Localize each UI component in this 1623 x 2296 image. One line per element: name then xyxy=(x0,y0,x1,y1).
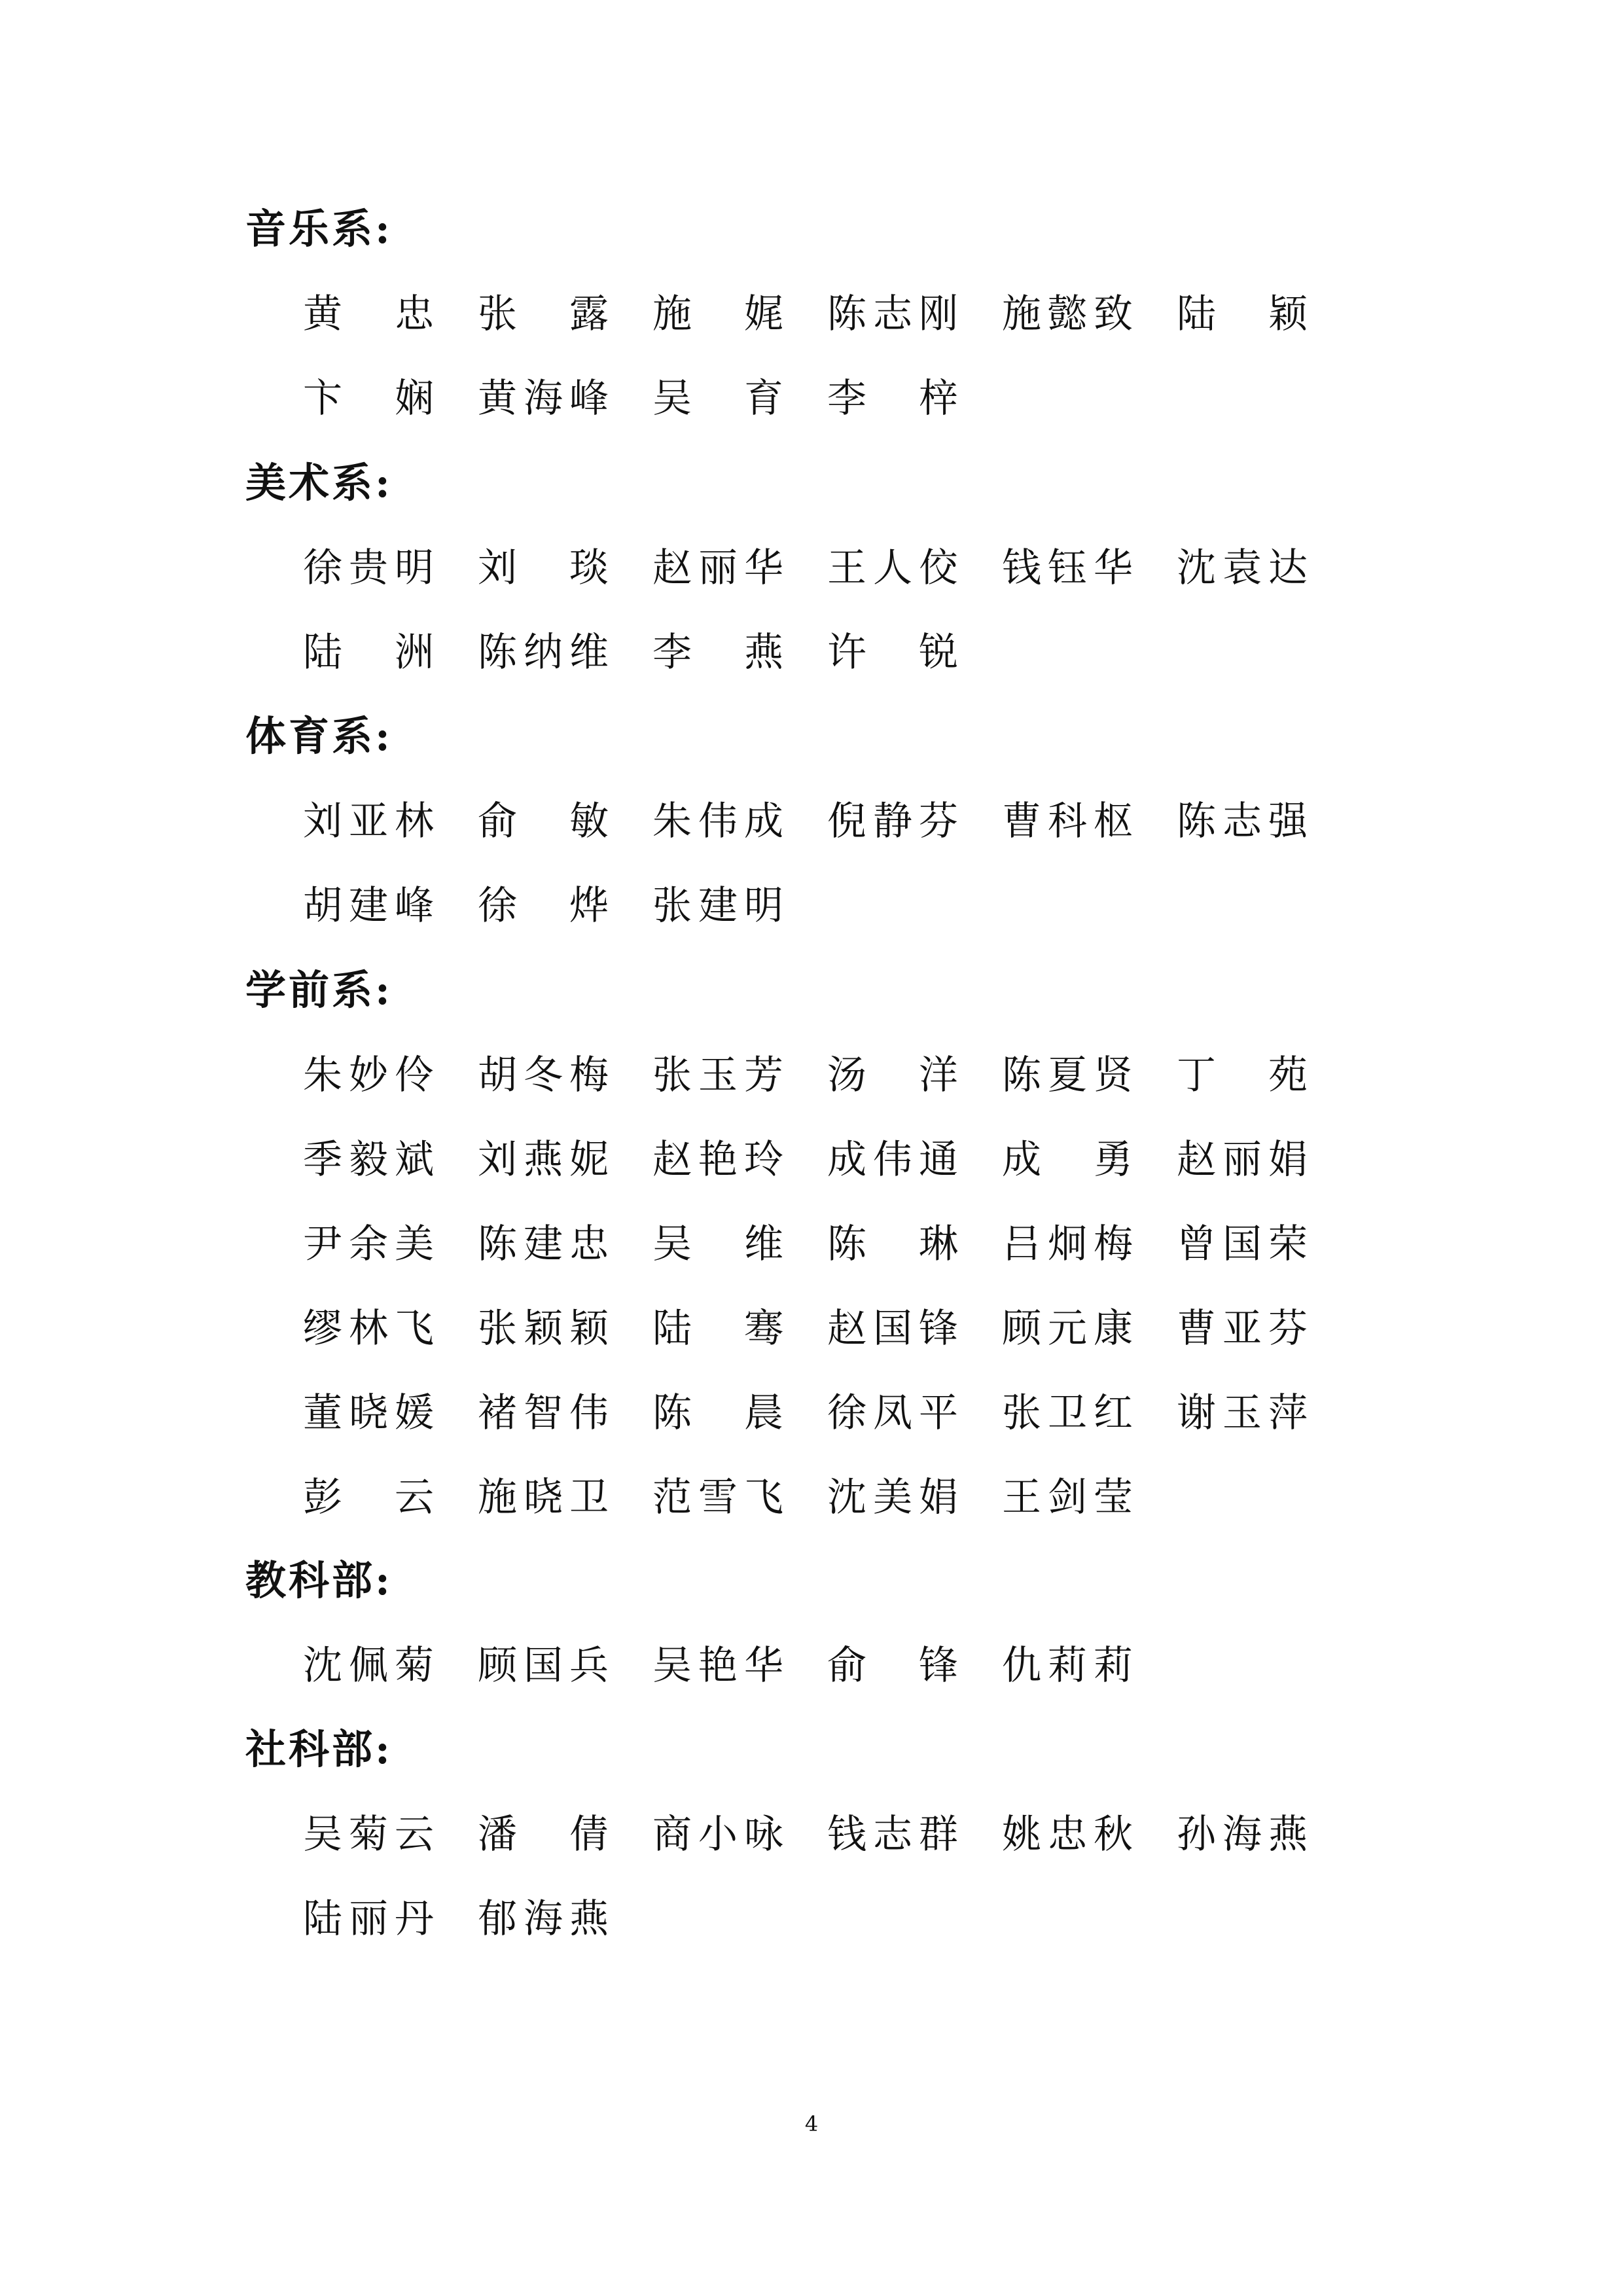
staff-name: 陈 纳 维 xyxy=(478,630,609,675)
name-row xyxy=(302,1218,1351,1270)
staff-name: 俞 锋 xyxy=(827,1643,958,1689)
department-heading: 学前系: xyxy=(245,966,393,1014)
staff-name: 顾 元 康 xyxy=(1002,1306,1133,1352)
staff-name: 沈 美 娟 xyxy=(827,1475,958,1520)
staff-name: 季 毅 斌 xyxy=(303,1137,434,1183)
staff-name: 陈 建 忠 xyxy=(478,1221,609,1267)
staff-name: 黄 海 峰 xyxy=(478,376,609,422)
name-row xyxy=(302,542,1351,594)
department-heading: 社科部: xyxy=(245,1725,393,1773)
department-heading: 音乐系: xyxy=(245,205,393,253)
staff-name: 赵 丽 华 xyxy=(652,545,783,591)
name-row xyxy=(302,1893,652,1945)
staff-name: 郁 海 燕 xyxy=(478,1896,609,1942)
staff-name: 谢 玉 萍 xyxy=(1177,1390,1308,1436)
name-row xyxy=(302,626,1001,679)
staff-name: 赵 艳 玲 xyxy=(652,1137,783,1183)
staff-name: 张 建 明 xyxy=(652,883,783,929)
page-number: 4 xyxy=(804,2111,819,2136)
staff-name: 王 剑 莹 xyxy=(1002,1475,1133,1520)
staff-name: 成 伟 通 xyxy=(827,1137,958,1183)
staff-name: 曾 国 荣 xyxy=(1177,1221,1308,1267)
staff-name: 董 晓 媛 xyxy=(303,1390,434,1436)
staff-name: 陆 颖 xyxy=(1177,291,1308,337)
staff-name: 缪 林 飞 xyxy=(303,1306,434,1352)
staff-name: 朱 伟 成 xyxy=(652,798,783,844)
staff-name: 陈 志 强 xyxy=(1177,798,1308,844)
staff-name: 吴 菊 云 xyxy=(303,1812,434,1857)
staff-name: 彭 云 xyxy=(303,1475,434,1520)
staff-name: 曹 亚 芬 xyxy=(1177,1306,1308,1352)
staff-name: 钱 志 群 xyxy=(827,1812,958,1857)
staff-name: 胡 建 峰 xyxy=(303,883,434,929)
staff-name: 钱 钰 华 xyxy=(1002,545,1133,591)
staff-name: 陈 志 刚 xyxy=(827,291,958,337)
staff-name: 徐 贵 明 xyxy=(303,545,434,591)
staff-name: 曹 科 枢 xyxy=(1002,798,1133,844)
staff-name: 尹 余 美 xyxy=(303,1221,434,1267)
name-row xyxy=(302,1471,1176,1524)
staff-name: 张 颖 颖 xyxy=(478,1306,609,1352)
staff-name: 施 晓 卫 xyxy=(478,1475,609,1520)
staff-name: 陈 夏 贤 xyxy=(1002,1052,1133,1098)
staff-name: 丁 苑 xyxy=(1177,1052,1308,1098)
staff-name: 吴 艳 华 xyxy=(652,1643,783,1689)
staff-name: 卞 娴 xyxy=(303,376,434,422)
name-row xyxy=(302,288,1351,340)
staff-name: 施 懿 致 xyxy=(1002,291,1133,337)
department-heading: 教科部: xyxy=(245,1556,393,1604)
staff-name: 李 梓 xyxy=(827,376,958,422)
name-row xyxy=(302,880,827,932)
staff-name: 商 小 咏 xyxy=(652,1812,783,1857)
staff-name: 范 雪 飞 xyxy=(652,1475,783,1520)
staff-name: 刘 琰 xyxy=(478,545,609,591)
staff-name: 沈 袁 达 xyxy=(1177,545,1308,591)
staff-name: 施 娓 xyxy=(652,291,783,337)
staff-name: 黄 忠 xyxy=(303,291,434,337)
staff-name: 吴 维 xyxy=(652,1221,783,1267)
staff-name: 刘 燕 妮 xyxy=(478,1137,609,1183)
staff-name: 仇 莉 莉 xyxy=(1002,1643,1133,1689)
staff-name: 吴 育 xyxy=(652,376,783,422)
staff-name: 朱 妙 伶 xyxy=(303,1052,434,1098)
staff-name: 许 锐 xyxy=(827,630,958,675)
staff-name: 姚 忠 秋 xyxy=(1002,1812,1133,1857)
staff-name: 陈 琳 xyxy=(827,1221,958,1267)
name-row xyxy=(302,1134,1351,1186)
staff-name: 陆 洲 xyxy=(303,630,434,675)
staff-name: 汤 洋 xyxy=(827,1052,958,1098)
staff-name: 倪 静 芬 xyxy=(827,798,958,844)
staff-name: 俞 敏 xyxy=(478,798,609,844)
name-row xyxy=(302,1302,1351,1355)
staff-name: 张 玉 芳 xyxy=(652,1052,783,1098)
staff-name: 陆 骞 xyxy=(652,1306,783,1352)
staff-name: 沈 佩 菊 xyxy=(303,1643,434,1689)
staff-name: 王 人 佼 xyxy=(827,545,958,591)
staff-name: 陈 晨 xyxy=(652,1390,783,1436)
department-heading: 美术系: xyxy=(245,459,393,507)
staff-name: 徐 凤 平 xyxy=(827,1390,958,1436)
name-row xyxy=(302,1387,1351,1439)
staff-name: 李 燕 xyxy=(652,630,783,675)
name-row xyxy=(302,1640,1176,1692)
staff-name: 孙 海 燕 xyxy=(1177,1812,1308,1857)
staff-name: 成 勇 xyxy=(1002,1137,1133,1183)
staff-name: 张 卫 红 xyxy=(1002,1390,1133,1436)
name-row xyxy=(302,795,1351,848)
staff-name: 刘 亚 林 xyxy=(303,798,434,844)
staff-name: 陆 丽 丹 xyxy=(303,1896,434,1942)
staff-name: 潘 倩 xyxy=(478,1812,609,1857)
staff-name: 张 露 xyxy=(478,291,609,337)
name-row xyxy=(302,1049,1351,1102)
staff-name: 赵 国 锋 xyxy=(827,1306,958,1352)
staff-name: 褚 智 伟 xyxy=(478,1390,609,1436)
staff-name: 赵 丽 娟 xyxy=(1177,1137,1308,1183)
staff-name: 胡 冬 梅 xyxy=(478,1052,609,1098)
department-heading: 体育系: xyxy=(245,712,393,760)
name-row xyxy=(302,1808,1351,1861)
staff-name: 吕 炯 梅 xyxy=(1002,1221,1133,1267)
staff-name: 徐 烨 xyxy=(478,883,609,929)
name-row xyxy=(302,372,1001,425)
staff-name: 顾 国 兵 xyxy=(478,1643,609,1689)
